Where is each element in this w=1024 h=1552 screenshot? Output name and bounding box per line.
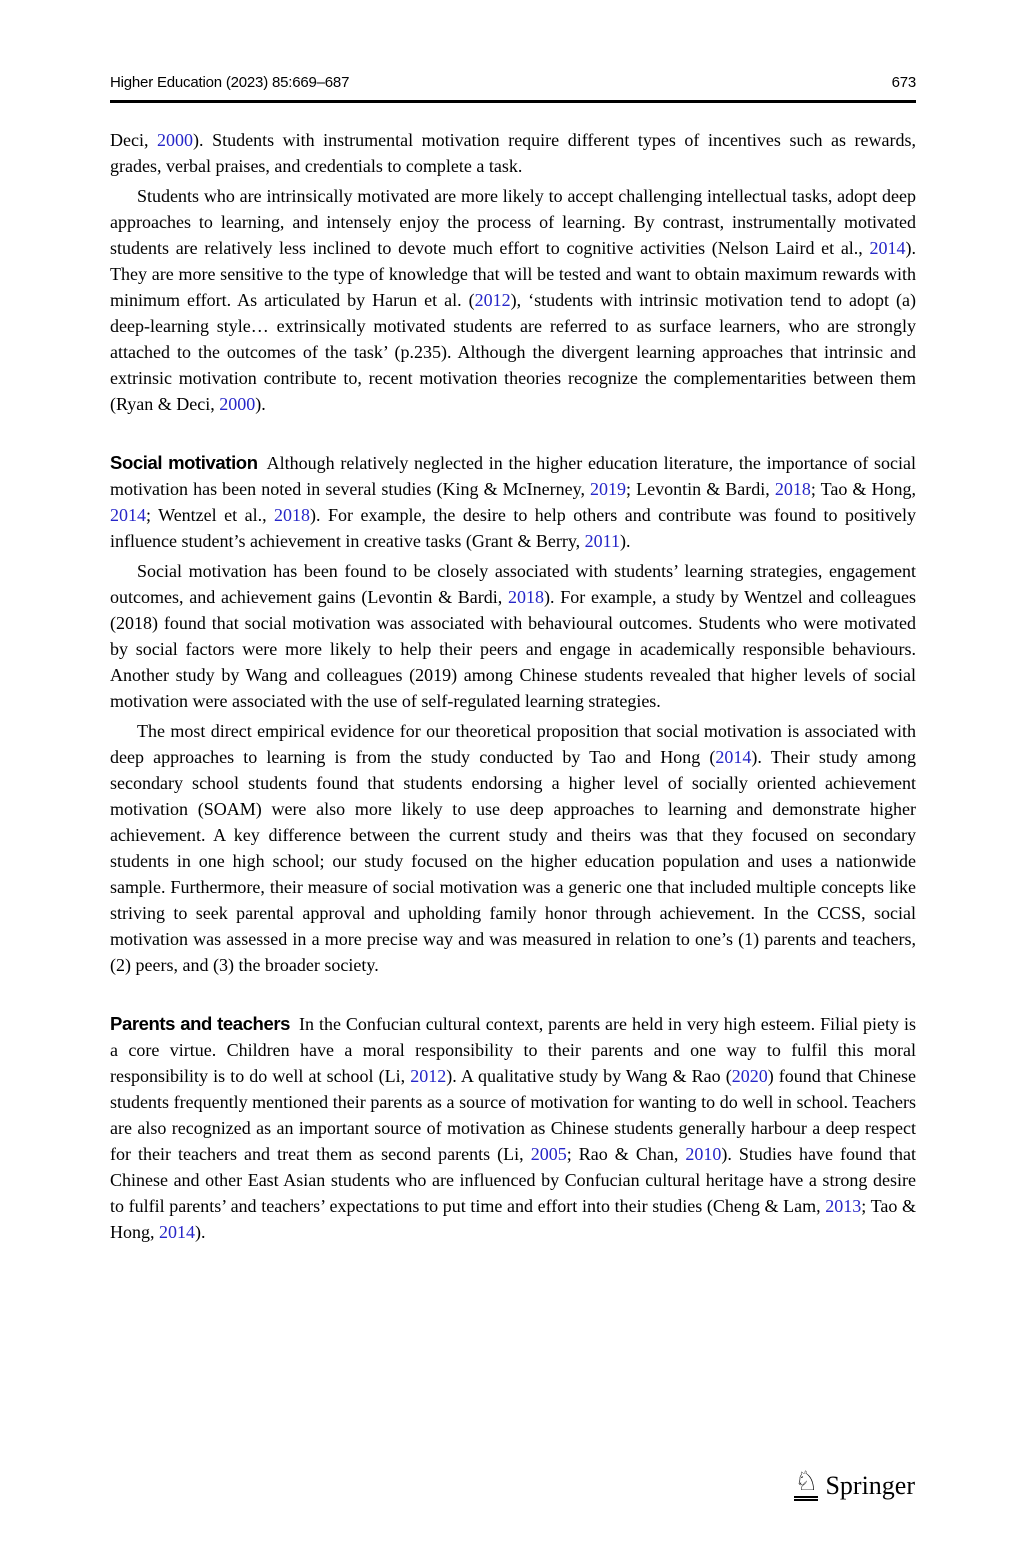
publisher-name: Springer	[825, 1471, 915, 1500]
section-paragraph	[110, 1011, 916, 1245]
text-run: ). A qualitative study by Wang & Rao (	[446, 1066, 732, 1086]
citation-link[interactable]: 2018	[774, 479, 811, 499]
page-number: 673	[891, 74, 916, 91]
text-run: Deci,	[110, 130, 158, 150]
springer-logo	[794, 1468, 915, 1501]
citation-link[interactable]: 2014	[159, 1222, 195, 1242]
citation-link[interactable]: 2012	[410, 1066, 447, 1086]
text-run: Although relatively neglected in the higher education literature, the importance of social motivation has been noted in several studies (King & McInerney,	[110, 453, 916, 499]
citation-link[interactable]: 2014	[715, 747, 752, 767]
paragraph	[110, 558, 916, 714]
text-run: ). Studies have found that Chinese and other East Asian students who are influenced by Confucian cultural heritage have a strong desire to fulfil parents’ and teachers’ expectations to put time and effort into their studies (Cheng & Lam,	[110, 1144, 916, 1216]
text-run: ; Tao & Hong,	[810, 479, 917, 499]
header-rule	[110, 100, 916, 103]
text-run: ). For example, a study by Wentzel and colleagues (2018) found that social motivation was associated with behavioural outcomes. Students who were motivated by social factors were more likely to help their peers and engage in academically responsible behaviours. Another study by Wang and colleagues (2019) among Chinese students revealed that higher levels of social motivation were associated with the use of self-regulated learning strategies.	[110, 587, 917, 711]
running-header	[110, 74, 916, 91]
text-run: ; Levontin & Bardi,	[626, 479, 775, 499]
text-run: Social motivation has been found to be closely associated with students’ learning strategies, engagement outcomes, and achievement gains (Levontin & Bardi,	[110, 561, 916, 607]
citation-link[interactable]: 2014	[110, 505, 146, 525]
text-run: ; Rao & Chan,	[566, 1144, 686, 1164]
springer-knight-icon: ♘	[794, 1468, 818, 1501]
journal-title: Higher Education (2023) 85:669–687	[110, 74, 350, 91]
citation-link[interactable]: 2013	[825, 1196, 862, 1216]
section-paragraph	[110, 450, 916, 554]
section-heading-parents-and-teachers: Parents and teachers	[110, 1013, 291, 1034]
citation-link[interactable]: 2005	[530, 1144, 567, 1164]
text-run: The most direct empirical evidence for our theoretical proposition that social motivation is associated with deep approaches to learning is from the study conducted by Tao and Hong (	[110, 721, 916, 767]
text-run: ; Wentzel et al.,	[146, 505, 275, 525]
text-run: Students who are intrinsically motivated are more likely to accept challenging intellectual tasks, adopt deep approaches to learning, and intensely enjoy the process of learning. By contrast, instrumentally motivated students are relatively less inclined to devote much effort to cognitive activities (Nelson Laird et al.,	[110, 186, 916, 258]
text-run: ). They are more sensitive to the type of knowledge that will be tested and want to obtain maximum rewards with minimum effort. As articulated by Harun et al. (	[110, 238, 916, 310]
text-run: ).	[195, 1222, 206, 1242]
citation-link[interactable]: 2012	[474, 290, 511, 310]
citation-link[interactable]: 2018	[508, 587, 545, 607]
citation-link[interactable]: 2011	[584, 531, 621, 551]
citation-link[interactable]: 2000	[157, 130, 194, 150]
paragraph	[110, 718, 916, 978]
paragraph	[110, 127, 916, 179]
citation-link[interactable]: 2020	[731, 1066, 768, 1086]
text-run: ; Tao & Hong,	[110, 1196, 916, 1242]
paragraph	[110, 183, 916, 417]
citation-link[interactable]: 2018	[274, 505, 311, 525]
citation-link[interactable]: 2000	[219, 394, 256, 414]
text-run: ), ‘students with intrinsic motivation tend to adopt (a) deep-learning style… extrinsically motivated students are referred to as surface learners, who are strongly attached to the outcomes of the task’ (p.235). Although the divergent learning approaches that intrinsic and extrinsic motivation contribute to, recent motivation theories recognize the complementarities between them (Ryan & Deci,	[110, 290, 917, 414]
text-run: ).	[620, 531, 631, 551]
text-run: In the Confucian cultural context, parents are held in very high esteem. Filial piety is a core virtue. Children have a moral responsibility to their parents and one way to fulfil this moral responsibility is to do well at school (Li,	[110, 1014, 916, 1086]
citation-link[interactable]: 2014	[869, 238, 906, 258]
text-run: ) found that Chinese students frequently mentioned their parents as a source of motivation for wanting to do well in school. Teachers are also recognized as an important source of motivation as Chinese students generally harbour a deep respect for their teachers and treat them as second parents (Li,	[110, 1066, 916, 1164]
citation-link[interactable]: 2010	[685, 1144, 722, 1164]
text-run: ). Students with instrumental motivation require different types of incentives such as rewards, grades, verbal praises, and credentials to complete a task.	[110, 130, 917, 176]
text-run: ). Their study among secondary school students found that students endorsing a higher level of socially oriented achievement motivation (SOAM) were also more likely to use deep approaches to learning and demonstrate higher achievement. A key difference between the current study and theirs was that they focused on secondary students in one high school; our study focused on the higher education population and uses a nationwide sample. Furthermore, their measure of social motivation was a generic one that included multiple concepts like striving to seek parental approval and upholding family honor through achievement. In the CCSS, social motivation was assessed in a more precise way and was measured in relation to one’s (1) parents and teachers, (2) peers, and (3) the broader society.	[110, 747, 916, 975]
text-run: ).	[255, 394, 266, 414]
citation-link[interactable]: 2019	[590, 479, 627, 499]
section-heading-social-motivation: Social motivation	[110, 452, 258, 473]
article-body	[110, 127, 916, 1249]
text-run: ). For example, the desire to help others and contribute was found to positively influence student’s achievement in creative tasks (Grant & Berry,	[110, 505, 916, 551]
